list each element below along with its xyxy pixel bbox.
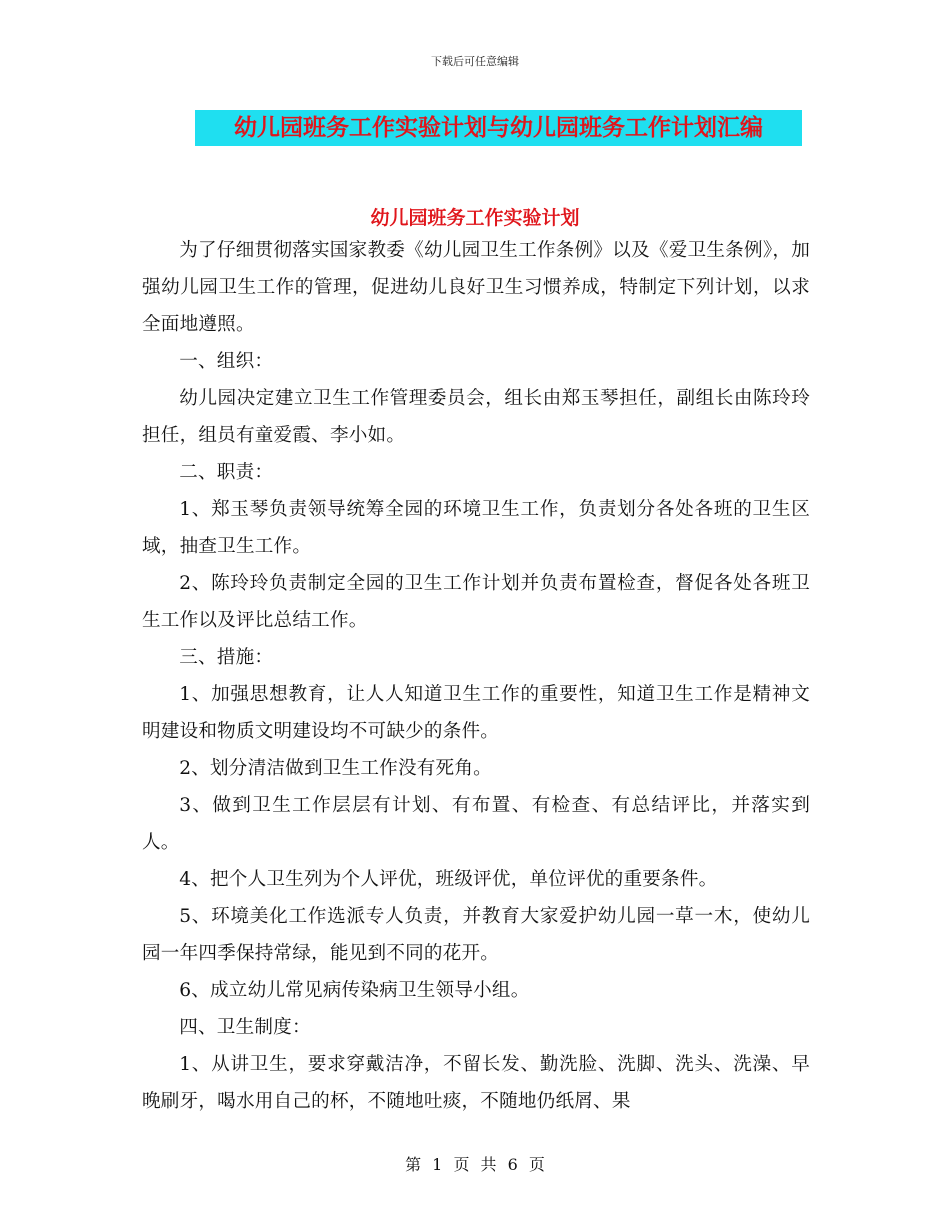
document-body — [142, 232, 810, 1120]
paragraph: 1、郑玉琴负责领导统筹全园的环境卫生工作，负责划分各处各班的卫生区域，抽查卫生工作。 — [142, 499, 810, 557]
paragraph: 5、环境美化工作选派专人负责，并教育大家爱护幼儿园一草一木，使幼儿园一年四季保持常绿，能见到不同的花开。 — [142, 906, 810, 964]
paragraph: 6、成立幼儿常见病传染病卫生领导小组。 — [179, 980, 530, 1001]
paragraph: 1、加强思想教育，让人人知道卫生工作的重要性，知道卫生工作是精神文明建设和物质文明建设均不可缺少的条件。 — [142, 684, 810, 742]
paragraph: 4、把个人卫生列为个人评优，班级评优，单位评优的重要条件。 — [179, 869, 718, 890]
paragraph: 2、划分清洁做到卫生工作没有死角。 — [179, 758, 492, 779]
paragraph: 四、卫生制度： — [179, 1017, 311, 1038]
section-title: 幼儿园班务工作实验计划 — [370, 207, 580, 229]
page-footer: 第 1 页 共 6 页 — [405, 1155, 545, 1174]
paragraph: 一、组织： — [179, 351, 274, 372]
document-title: 幼儿园班务工作实验计划与幼儿园班务工作计划汇编 — [195, 110, 802, 146]
paragraph: 2、陈玲玲负责制定全园的卫生工作计划并负责布置检查，督促各处各班卫生工作以及评比总结工作。 — [142, 573, 810, 631]
paragraph: 三、措施： — [179, 647, 274, 668]
paragraph: 1、从讲卫生，要求穿戴洁净，不留长发、勤洗脸、洗脚、洗头、洗澡、早晚刷牙，喝水用自己的杯，不随地吐痰，不随地仍纸屑、果 — [142, 1054, 810, 1112]
paragraph: 幼儿园决定建立卫生工作管理委员会，组长由郑玉琴担任，副组长由陈玲玲担任，组员有童爱霞、李小如。 — [142, 388, 810, 446]
paragraph: 3、做到卫生工作层层有计划、有布置、有检查、有总结评比，并落实到人。 — [142, 795, 810, 853]
header-note: 下载后可任意编辑 — [431, 55, 519, 68]
paragraph: 二、职责： — [179, 462, 274, 483]
paragraph: 为了仔细贯彻落实国家教委《幼儿园卫生工作条例》以及《爱卫生条例》，加强幼儿园卫生工作的管理，促进幼儿良好卫生习惯养成，特制定下列计划，以求全面地遵照。 — [142, 240, 810, 335]
